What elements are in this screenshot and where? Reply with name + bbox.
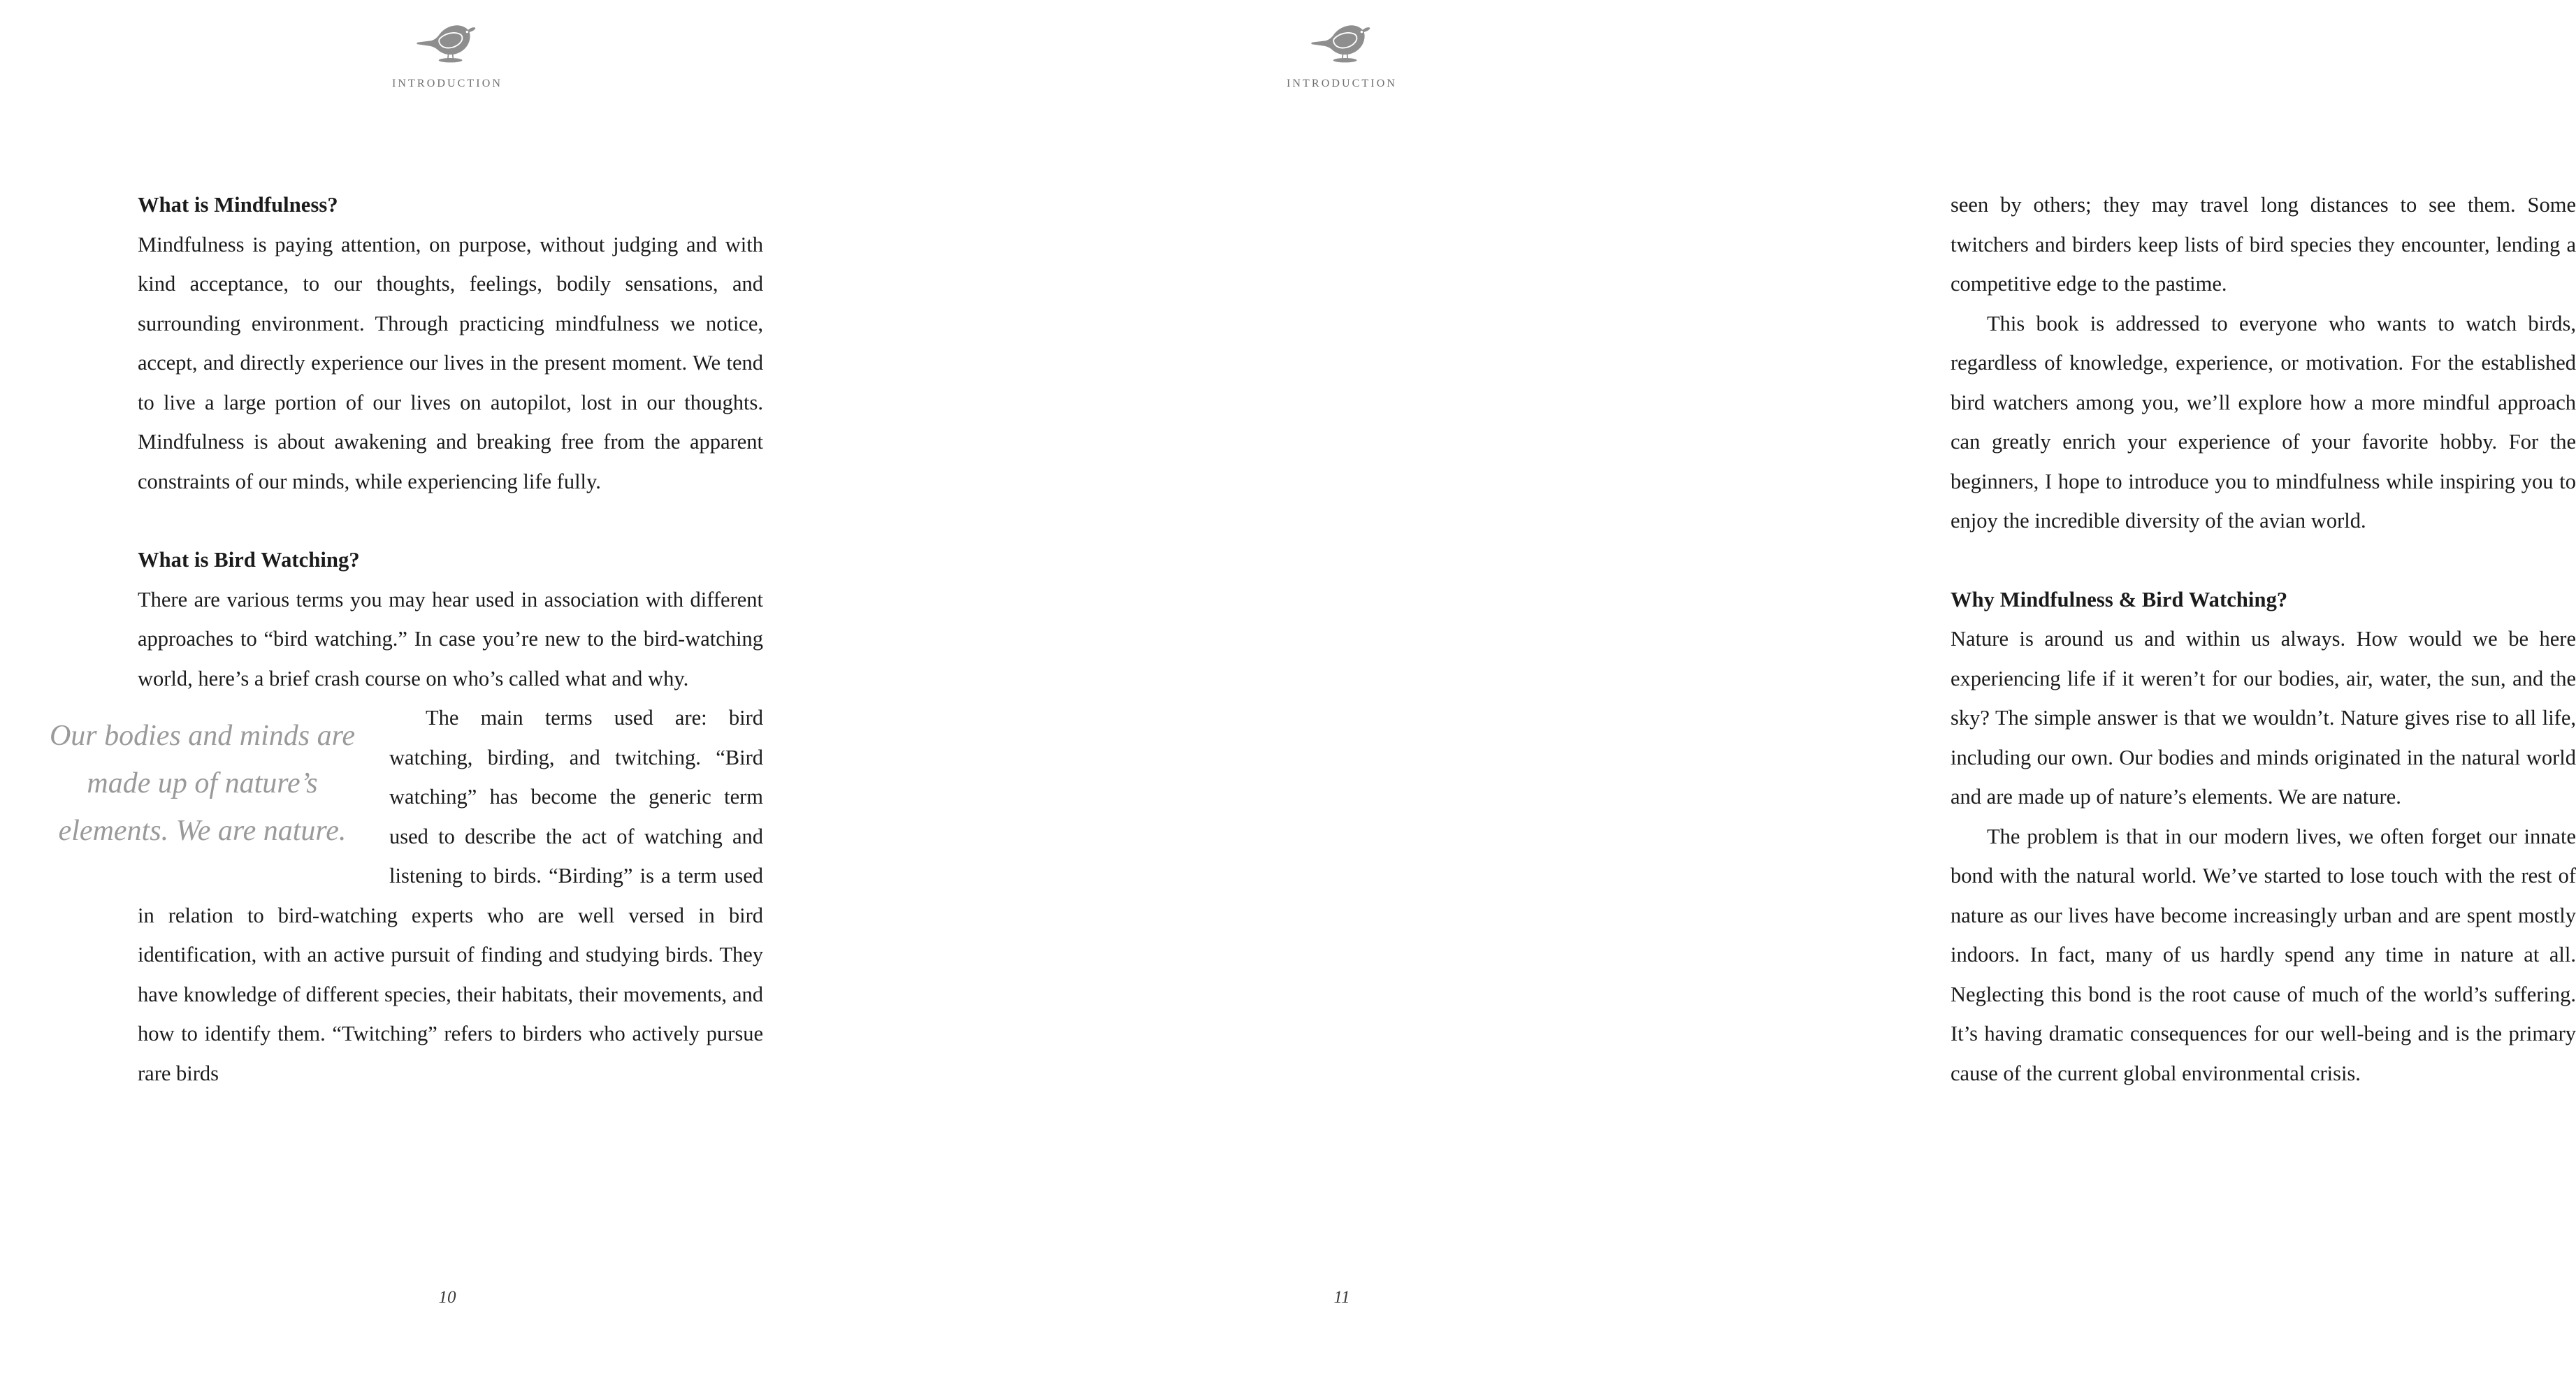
paragraph-twitchers-continued: seen by others; they may travel long distances to see them. Some twitchers and birders keep lists of bird species they encounter, lending a competitive edge to the pastime. — [1951, 193, 2576, 296]
page-left — [0, 0, 895, 1376]
heading-what-is-bird-watching: What is Bird Watching? — [138, 548, 360, 572]
running-head-label: introduction — [391, 73, 503, 90]
bird-icon — [1310, 20, 1374, 63]
paragraph-mindfulness-definition: Mindfulness is paying attention, on purpose, without judging and with kind acceptance, to our thoughts, feelings, bodily sensations, and surrounding environment. Through practicing mindfulness we notice, accept, and directly experience our lives in the present moment. We tend to live a large portion of our lives on autopilot, lost in our thoughts. Mindfulness is about awakening and breaking free from the apparent constraints of our minds, while experiencing life fully. — [138, 232, 763, 493]
bird-icon — [415, 20, 479, 63]
paragraph-bird-watching-intro: There are various terms you may hear used in association with different approaches to “bird watching.” In case you’re new to the bird-watching world, here’s a brief crash course on who’s called what and why. — [138, 587, 763, 690]
page-number-right: 11 — [1333, 1288, 1350, 1307]
pull-quote: Our bodies and minds are made up of nature’s elements. We are nature. — [49, 720, 356, 847]
paragraph-the-problem: The problem is that in our modern lives, we often forget our innate bond with the natural world. We’ve started to lose touch with the rest of nature as our lives have become increasingly urban and are spent mostly indoors. In fact, many of us hardly spend any time in nature at all. Neglecting this bond is the root cause of much of the world’s suffering. It’s having dramatic consequences for our well-being and is the primary cause of the current global environmental crisis. — [1951, 824, 2576, 1085]
page-number-left: 10 — [438, 1288, 456, 1307]
heading-what-is-mindfulness: What is Mindfulness? — [138, 193, 338, 217]
running-head-left — [0, 20, 895, 91]
text-column-left — [49, 185, 763, 1093]
paragraph-main-terms: The main terms used are: bird watching, birding, and twitching. “Bird watching” has become the generic term used to describe the act of watching and listening to birds. “Birding” is a term used in relation to bird-watching experts who are well versed in bird identification, with an active pursuit of finding and studying birds. They have knowledge of different species, their habitats, their movements, and how to identify them. “Twitching” refers to birders who actively pursue rare birds — [138, 706, 763, 1085]
running-head-label: introduction — [1286, 73, 1398, 90]
heading-why-mindfulness-bird-watching: Why Mindfulness & Bird Watching? — [1951, 587, 2288, 611]
paragraph-this-book: This book is addressed to everyone who wants to watch birds, regardless of knowledge, experience, or motivation. For the established bird watchers among you, we’ll explore how a more mindful approach can greatly enrich your experience of your favorite hobby. For the beginners, I hope to introduce you to mindfulness while inspiring you to enjoy the incredible diversity of the avian world. — [1951, 311, 2576, 533]
page-right — [895, 0, 2576, 1376]
paragraph-main-terms-wrapper — [49, 698, 763, 1093]
running-head-right — [895, 20, 1789, 91]
text-column-right — [1951, 185, 2576, 1093]
paragraph-nature-around-us: Nature is around us and within us always. How would we be here experiencing life if it weren’t for our bodies, air, water, the sun, and the sky? The simple answer is that we wouldn’t. Nature gives rise to all life, including our own. Our bodies and minds originated in the natural world and are made up of nature’s elements. We are nature. — [1951, 627, 2576, 809]
